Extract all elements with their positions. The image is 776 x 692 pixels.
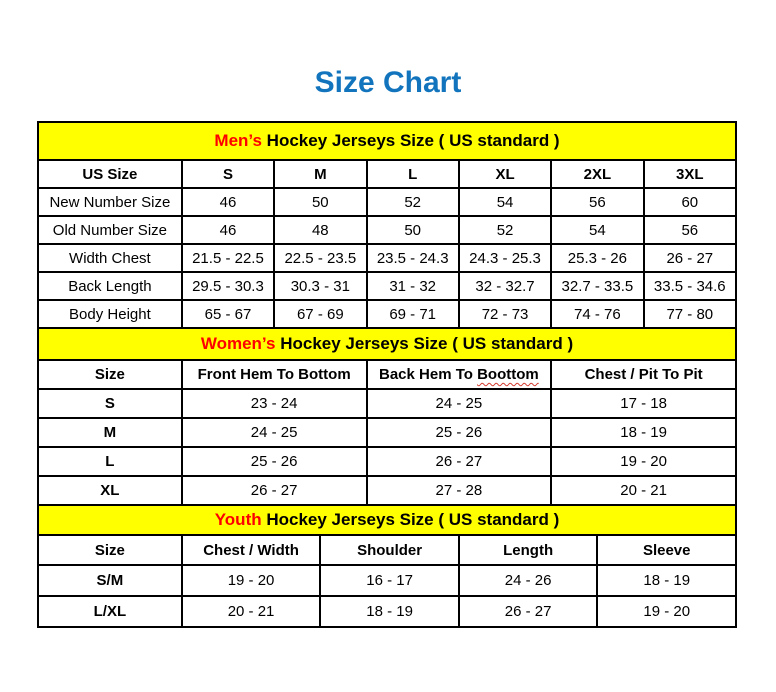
row-label-cell: XL xyxy=(38,476,182,505)
value-cell: 21.5 - 22.5 xyxy=(182,244,274,272)
value-cell: 18 - 19 xyxy=(597,565,736,596)
section-band: Women’s Hockey Jerseys Size ( US standard ) xyxy=(38,328,736,360)
value-cell: 33.5 - 34.6 xyxy=(644,272,736,300)
table-row xyxy=(38,244,736,272)
column-header: 2XL xyxy=(551,160,643,188)
value-cell: 24 - 25 xyxy=(367,389,552,418)
value-cell: 17 - 18 xyxy=(551,389,736,418)
size-table-grid xyxy=(37,121,737,329)
value-cell: 18 - 19 xyxy=(320,596,459,627)
table-row xyxy=(38,188,736,216)
misspelled-word: Boottom xyxy=(477,366,539,383)
womens-size-table xyxy=(37,327,737,506)
value-cell: 72 - 73 xyxy=(459,300,551,328)
column-header: XL xyxy=(459,160,551,188)
value-cell: 56 xyxy=(644,216,736,244)
column-header: Length xyxy=(459,535,598,565)
row-label-cell: New Number Size xyxy=(38,188,182,216)
value-cell: 32.7 - 33.5 xyxy=(551,272,643,300)
column-header: Sleeve xyxy=(597,535,736,565)
value-cell: 23 - 24 xyxy=(182,389,367,418)
page-title: Size Chart xyxy=(314,66,462,99)
value-cell: 25 - 26 xyxy=(182,447,367,476)
column-header: S xyxy=(182,160,274,188)
value-cell: 30.3 - 31 xyxy=(274,272,366,300)
size-tables xyxy=(37,121,737,628)
value-cell: 20 - 21 xyxy=(182,596,321,627)
table-row xyxy=(38,565,736,596)
row-label-cell: L xyxy=(38,447,182,476)
value-cell: 25.3 - 26 xyxy=(551,244,643,272)
value-cell: 24 - 25 xyxy=(182,418,367,447)
value-cell: 27 - 28 xyxy=(367,476,552,505)
row-label-cell: Width Chest xyxy=(38,244,182,272)
table-row xyxy=(38,300,736,328)
value-cell: 18 - 19 xyxy=(551,418,736,447)
column-header: US Size xyxy=(38,160,182,188)
table-row xyxy=(38,596,736,627)
value-cell: 65 - 67 xyxy=(182,300,274,328)
value-cell: 25 - 26 xyxy=(367,418,552,447)
column-header: 3XL xyxy=(644,160,736,188)
value-cell: 26 - 27 xyxy=(182,476,367,505)
size-table-grid xyxy=(37,327,737,506)
value-cell: 26 - 27 xyxy=(644,244,736,272)
value-cell: 23.5 - 24.3 xyxy=(367,244,459,272)
row-label-cell: L/XL xyxy=(38,596,182,627)
section-band: Youth Hockey Jerseys Size ( US standard ) xyxy=(38,505,736,535)
value-cell: 69 - 71 xyxy=(367,300,459,328)
value-cell: 52 xyxy=(367,188,459,216)
column-header: Size xyxy=(38,535,182,565)
value-cell: 67 - 69 xyxy=(274,300,366,328)
value-cell: 77 - 80 xyxy=(644,300,736,328)
value-cell: 56 xyxy=(551,188,643,216)
table-row xyxy=(38,418,736,447)
row-label-cell: Old Number Size xyxy=(38,216,182,244)
value-cell: 26 - 27 xyxy=(459,596,598,627)
table-row xyxy=(38,447,736,476)
table-row xyxy=(38,216,736,244)
column-header: Shoulder xyxy=(320,535,459,565)
value-cell: 16 - 17 xyxy=(320,565,459,596)
value-cell: 32 - 32.7 xyxy=(459,272,551,300)
table-row xyxy=(38,272,736,300)
youth-size-table xyxy=(37,504,737,628)
mens-size-table xyxy=(37,121,737,329)
value-cell: 46 xyxy=(182,188,274,216)
row-label-cell: M xyxy=(38,418,182,447)
column-header: Front Hem To Bottom xyxy=(182,360,367,389)
value-cell: 24 - 26 xyxy=(459,565,598,596)
size-table-grid xyxy=(37,504,737,628)
value-cell: 50 xyxy=(367,216,459,244)
column-header: Chest / Pit To Pit xyxy=(551,360,736,389)
row-label-cell: S xyxy=(38,389,182,418)
column-header: Chest / Width xyxy=(182,535,321,565)
value-cell: 19 - 20 xyxy=(182,565,321,596)
value-cell: 31 - 32 xyxy=(367,272,459,300)
value-cell: 48 xyxy=(274,216,366,244)
column-header: L xyxy=(367,160,459,188)
table-row xyxy=(38,389,736,418)
value-cell: 22.5 - 23.5 xyxy=(274,244,366,272)
value-cell: 74 - 76 xyxy=(551,300,643,328)
row-label-cell: Body Height xyxy=(38,300,182,328)
value-cell: 26 - 27 xyxy=(367,447,552,476)
value-cell: 60 xyxy=(644,188,736,216)
value-cell: 50 xyxy=(274,188,366,216)
row-label-cell: S/M xyxy=(38,565,182,596)
section-accent-word: Youth xyxy=(214,510,262,529)
value-cell: 19 - 20 xyxy=(551,447,736,476)
section-accent-word: Women’s xyxy=(200,334,276,353)
value-cell: 19 - 20 xyxy=(597,596,736,627)
value-cell: 54 xyxy=(459,188,551,216)
column-header: M xyxy=(274,160,366,188)
section-band: Men’s Hockey Jerseys Size ( US standard ) xyxy=(38,122,736,160)
section-accent-word: Men’s xyxy=(214,131,262,150)
value-cell: 29.5 - 30.3 xyxy=(182,272,274,300)
value-cell: 24.3 - 25.3 xyxy=(459,244,551,272)
value-cell: 52 xyxy=(459,216,551,244)
row-label-cell: Back Length xyxy=(38,272,182,300)
value-cell: 54 xyxy=(551,216,643,244)
value-cell: 20 - 21 xyxy=(551,476,736,505)
column-header: Size xyxy=(38,360,182,389)
value-cell: 46 xyxy=(182,216,274,244)
table-row xyxy=(38,476,736,505)
column-header: Back Hem To Boottom xyxy=(367,360,552,389)
